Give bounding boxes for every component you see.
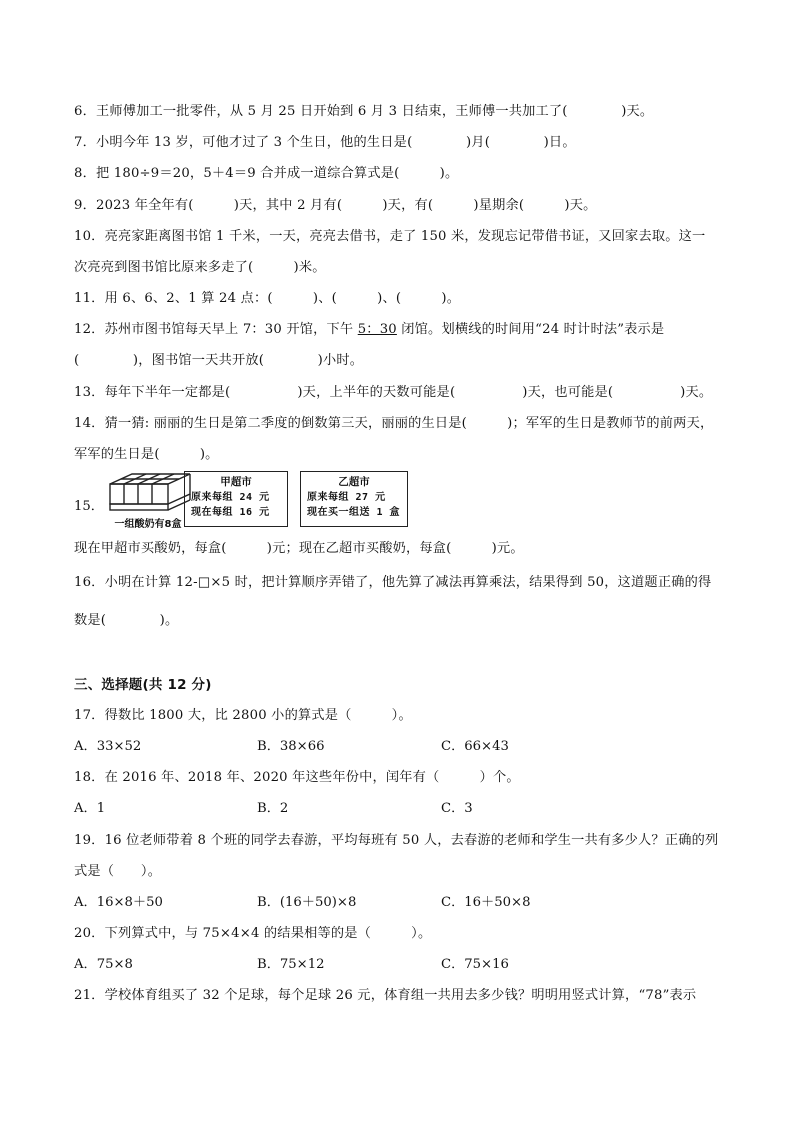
question-6: 6．王师傅加工一批零件，从 5 月 25 日开始到 6 月 3 日结束，王师傅一共加工了( )天。 bbox=[74, 104, 654, 119]
question-17-stem: 17．得数比 1800 大，比 2800 小的算式是（ ）。 bbox=[74, 708, 412, 723]
store-b-original-price: 原来每组 27 元 bbox=[307, 492, 386, 503]
question-20-stem: 20．下列算式中，与 75×4×4 的结果相等的是（ ）。 bbox=[74, 926, 432, 941]
store-b-title: 乙超市 bbox=[338, 476, 370, 488]
store-b-current-offer: 现在买一组送 1 盒 bbox=[307, 507, 401, 518]
store-a-original-price: 原来每组 24 元 bbox=[191, 492, 270, 503]
question-11: 11．用 6、6、2、1 算 24 点：( )、( )、( )。 bbox=[74, 291, 461, 306]
question-16-line2: 数是( )。 bbox=[74, 613, 179, 628]
section-3-title: 三、选择题(共 12 分) bbox=[74, 677, 212, 693]
question-18-option-c: C．3 bbox=[441, 801, 473, 816]
question-8: 8．把 180÷9＝20，5＋4＝9 合并成一道综合算式是( )。 bbox=[74, 166, 459, 181]
yogurt-pack-image bbox=[102, 470, 188, 532]
store-a-title: 甲超市 bbox=[220, 476, 252, 488]
question-15-number: 15． bbox=[74, 499, 104, 514]
question-18-option-b: B．2 bbox=[257, 801, 289, 816]
question-14-line1: 14．猜一猜: 丽丽的生日是第二季度的倒数第三天，丽丽的生日是( )；军军的生日是教师节的前两天， bbox=[74, 416, 714, 431]
question-19-option-b: B．(16＋50)×8 bbox=[257, 895, 357, 910]
question-17-option-a: A．33×52 bbox=[74, 739, 142, 754]
store-a-current-price: 现在每组 16 元 bbox=[191, 507, 270, 518]
question-12-line1: 12．苏州市图书馆每天早上 7：30 开馆，下午 5：30 闭馆。划横线的时间用“24 时计时法”表示是 bbox=[74, 322, 665, 337]
yogurt-caption: 一组酸奶有8盒 bbox=[114, 519, 182, 530]
question-17-option-b: B．38×66 bbox=[257, 739, 325, 754]
question-10-line1: 10．亮亮家距离图书馆 1 千米，一天，亮亮去借书，走了 150 米，发现忘记带借书证，又回家去取。这一 bbox=[74, 229, 706, 244]
question-14-line2: 军军的生日是( )。 bbox=[74, 447, 219, 462]
question-9: 9．2023 年全年有( )天，其中 2 月有( )天，有( )星期余( )天。 bbox=[74, 198, 597, 213]
question-19-option-c: C．16＋50×8 bbox=[441, 895, 531, 910]
store-b-card bbox=[300, 471, 408, 527]
question-19-stem-line1: 19．16 位老师带着 8 个班的同学去春游，平均每班有 50 人，去春游的老师和学生一共有多少人？正确的列 bbox=[74, 833, 719, 848]
question-18-stem: 18．在 2016 年、2018 年、2020 年这些年份中，闰年有（ ）个。 bbox=[74, 770, 520, 785]
question-19-stem-line2: 式是（ ）。 bbox=[74, 864, 162, 879]
underlined-time: 5：30 bbox=[357, 322, 397, 337]
question-20-option-b: B．75×12 bbox=[257, 957, 325, 972]
question-19-option-a: A．16×8＋50 bbox=[74, 895, 163, 910]
question-16-line1: 16．小明在计算 12-□×5 时，把计算顺序弄错了，他先算了减法再算乘法，结果得到 50，这道题正确的得 bbox=[74, 575, 712, 590]
question-12-line2: ( )，图书馆一天共开放( )小时。 bbox=[74, 353, 364, 368]
question-7: 7．小明今年 13 岁，可他才过了 3 个生日，他的生日是( )月( )日。 bbox=[74, 135, 576, 150]
question-17-option-c: C．66×43 bbox=[441, 739, 509, 754]
question-15-figure bbox=[74, 470, 414, 532]
question-15-text: 现在甲超市买酸奶，每盒( )元；现在乙超市买酸奶，每盒( )元。 bbox=[74, 541, 524, 556]
question-18-option-a: A．1 bbox=[74, 801, 106, 816]
question-20-option-a: A．75×8 bbox=[74, 957, 133, 972]
question-20-option-c: C．75×16 bbox=[441, 957, 509, 972]
question-10-line2: 次亮亮到图书馆比原来多走了( )米。 bbox=[74, 260, 326, 275]
store-a-card bbox=[184, 471, 288, 527]
question-21-stem: 21．学校体育组买了 32 个足球，每个足球 26 元，体育组一共用去多少钱？明明用竖式计算，“78”表示 bbox=[74, 988, 697, 1003]
question-13: 13．每年下半年一定都是( )天，上半年的天数可能是( )天，也可能是( )天。 bbox=[74, 385, 713, 400]
yogurt-icon bbox=[102, 470, 194, 518]
